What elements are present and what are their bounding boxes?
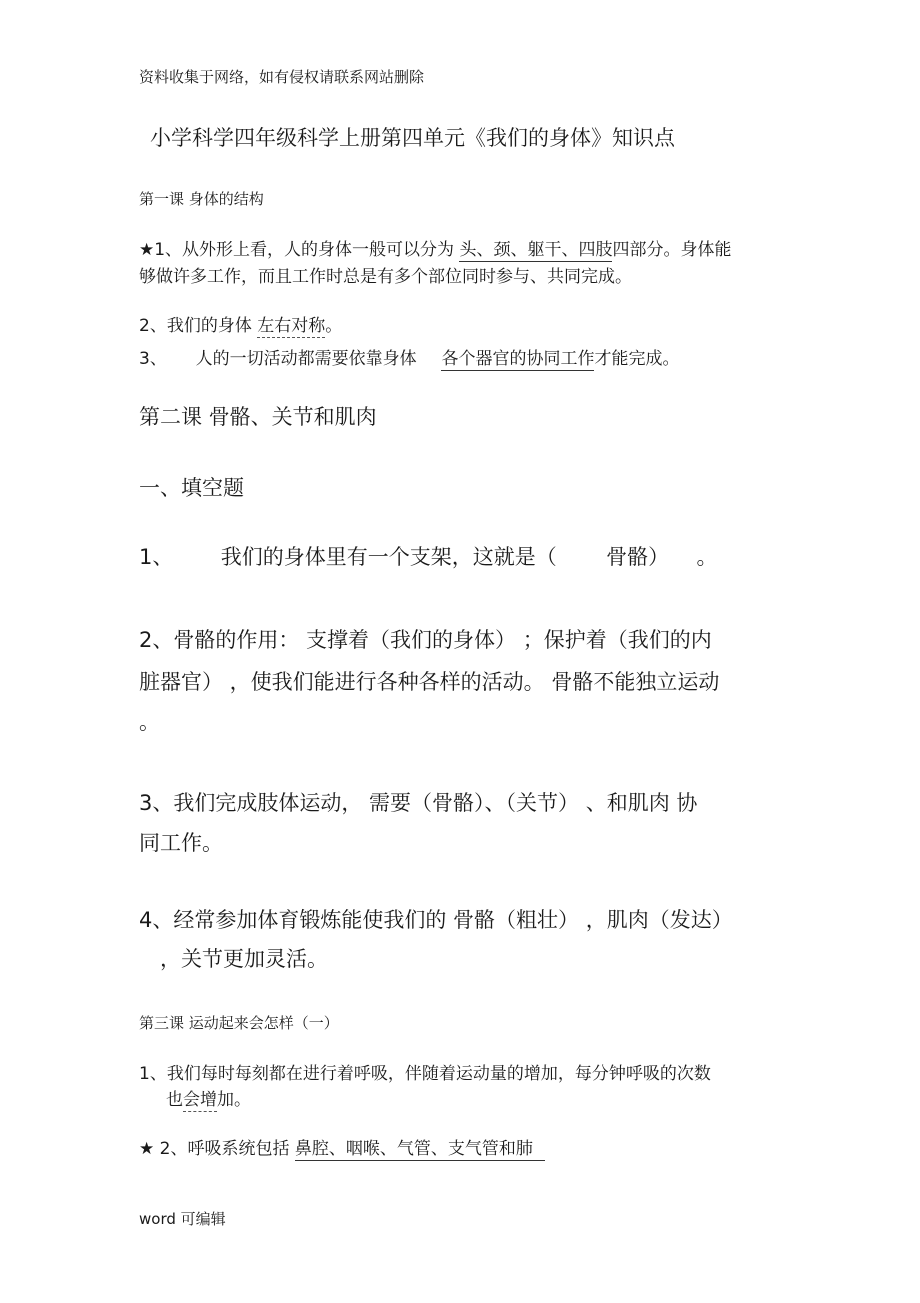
- lesson2-q1-number: 1、: [139, 545, 174, 569]
- lesson1-item2-suffix: 。: [325, 316, 343, 336]
- lesson2-section-heading: 一、填空题: [139, 476, 244, 500]
- lesson1-item1-answer: 头、颈、躯干、四肢: [459, 240, 613, 260]
- watermark-text: 资料收集于网络，如有侵权请联系网站删除: [139, 68, 425, 86]
- lesson3-item1-line2: [166, 1092, 251, 1109]
- lesson1-item1-line1: [139, 242, 731, 259]
- lesson1-item3: [139, 351, 679, 368]
- lesson3-item1-suffix: 加。: [217, 1090, 251, 1110]
- lesson1-heading: 第一课 身体的结构: [139, 190, 264, 208]
- lesson1-item3-prefix: 人的一切活动都需要依靠身体: [195, 349, 417, 369]
- lesson2-q4-line1: 4、经常参加体育锻炼能使我们的 骨骼（粗壮） ，肌肉（发达）: [139, 908, 733, 932]
- lesson3-item2-prefix: ★ 2、呼吸系统包括: [139, 1139, 290, 1159]
- lesson2-heading: 第二课 骨骼、关节和肌肉: [139, 405, 377, 429]
- footer-label: word 可编辑: [139, 1210, 226, 1228]
- lesson3-heading: 第三课 运动起来会怎样（一）: [139, 1014, 339, 1032]
- lesson1-item3-suffix: 才能完成。: [594, 349, 680, 369]
- lesson1-item3-answer: 各个器官的协同工作: [441, 349, 595, 369]
- lesson2-q3-line2: 同工作。: [139, 831, 223, 855]
- lesson1-item2-answer: 左右对称: [257, 316, 326, 336]
- lesson2-q1-end: 。: [696, 545, 718, 569]
- lesson2-q2-line2: 脏器官） ，使我们能进行各种各样的活动。 骨骼不能独立运动: [139, 670, 720, 694]
- lesson1-item1-suffix: 四部分。身体能: [612, 240, 732, 260]
- lesson2-question1: [139, 547, 718, 568]
- lesson1-item2-prefix: 2、我们的身体: [139, 316, 252, 336]
- lesson1-item2: [139, 318, 342, 335]
- lesson2-q2-line3: 。: [139, 710, 160, 734]
- lesson3-item1-line1: 1、我们每时每刻都在进行着呼吸，伴随着运动量的增加，每分钟呼吸的次数: [139, 1064, 711, 1084]
- lesson2-q1-answer: 骨骼）: [606, 545, 670, 569]
- document-title: 小学科学四年级科学上册第四单元《我们的身体》知识点: [150, 126, 675, 150]
- lesson2-q2-line1: 2、骨骼的作用： 支撑着（我们的身体） ；保护着（我们的内: [139, 628, 712, 652]
- lesson2-q1-text: 我们的身体里有一个支架，这就是（: [220, 545, 557, 569]
- lesson2-q4-line2: ，关节更加灵活。: [160, 947, 328, 971]
- lesson1-item3-number: 3、: [139, 349, 167, 369]
- lesson1-item1-prefix: ★1、从外形上看，人的身体一般可以分为: [139, 240, 455, 260]
- lesson2-q3-line1: 3、我们完成肢体运动， 需要（骨骼）、（关节） 、和肌肉 协: [139, 791, 698, 815]
- lesson3-item1-prefix: 也: [166, 1090, 183, 1110]
- lesson3-item1-answer: 会增: [183, 1090, 217, 1110]
- lesson3-item2-answer: 鼻腔、咽喉、气管、支气管和肺: [295, 1139, 545, 1161]
- lesson3-item2: [139, 1141, 545, 1158]
- lesson1-item1-line2: 够做许多工作，而且工作时总是有多个部位同时参与、共同完成。: [139, 267, 632, 287]
